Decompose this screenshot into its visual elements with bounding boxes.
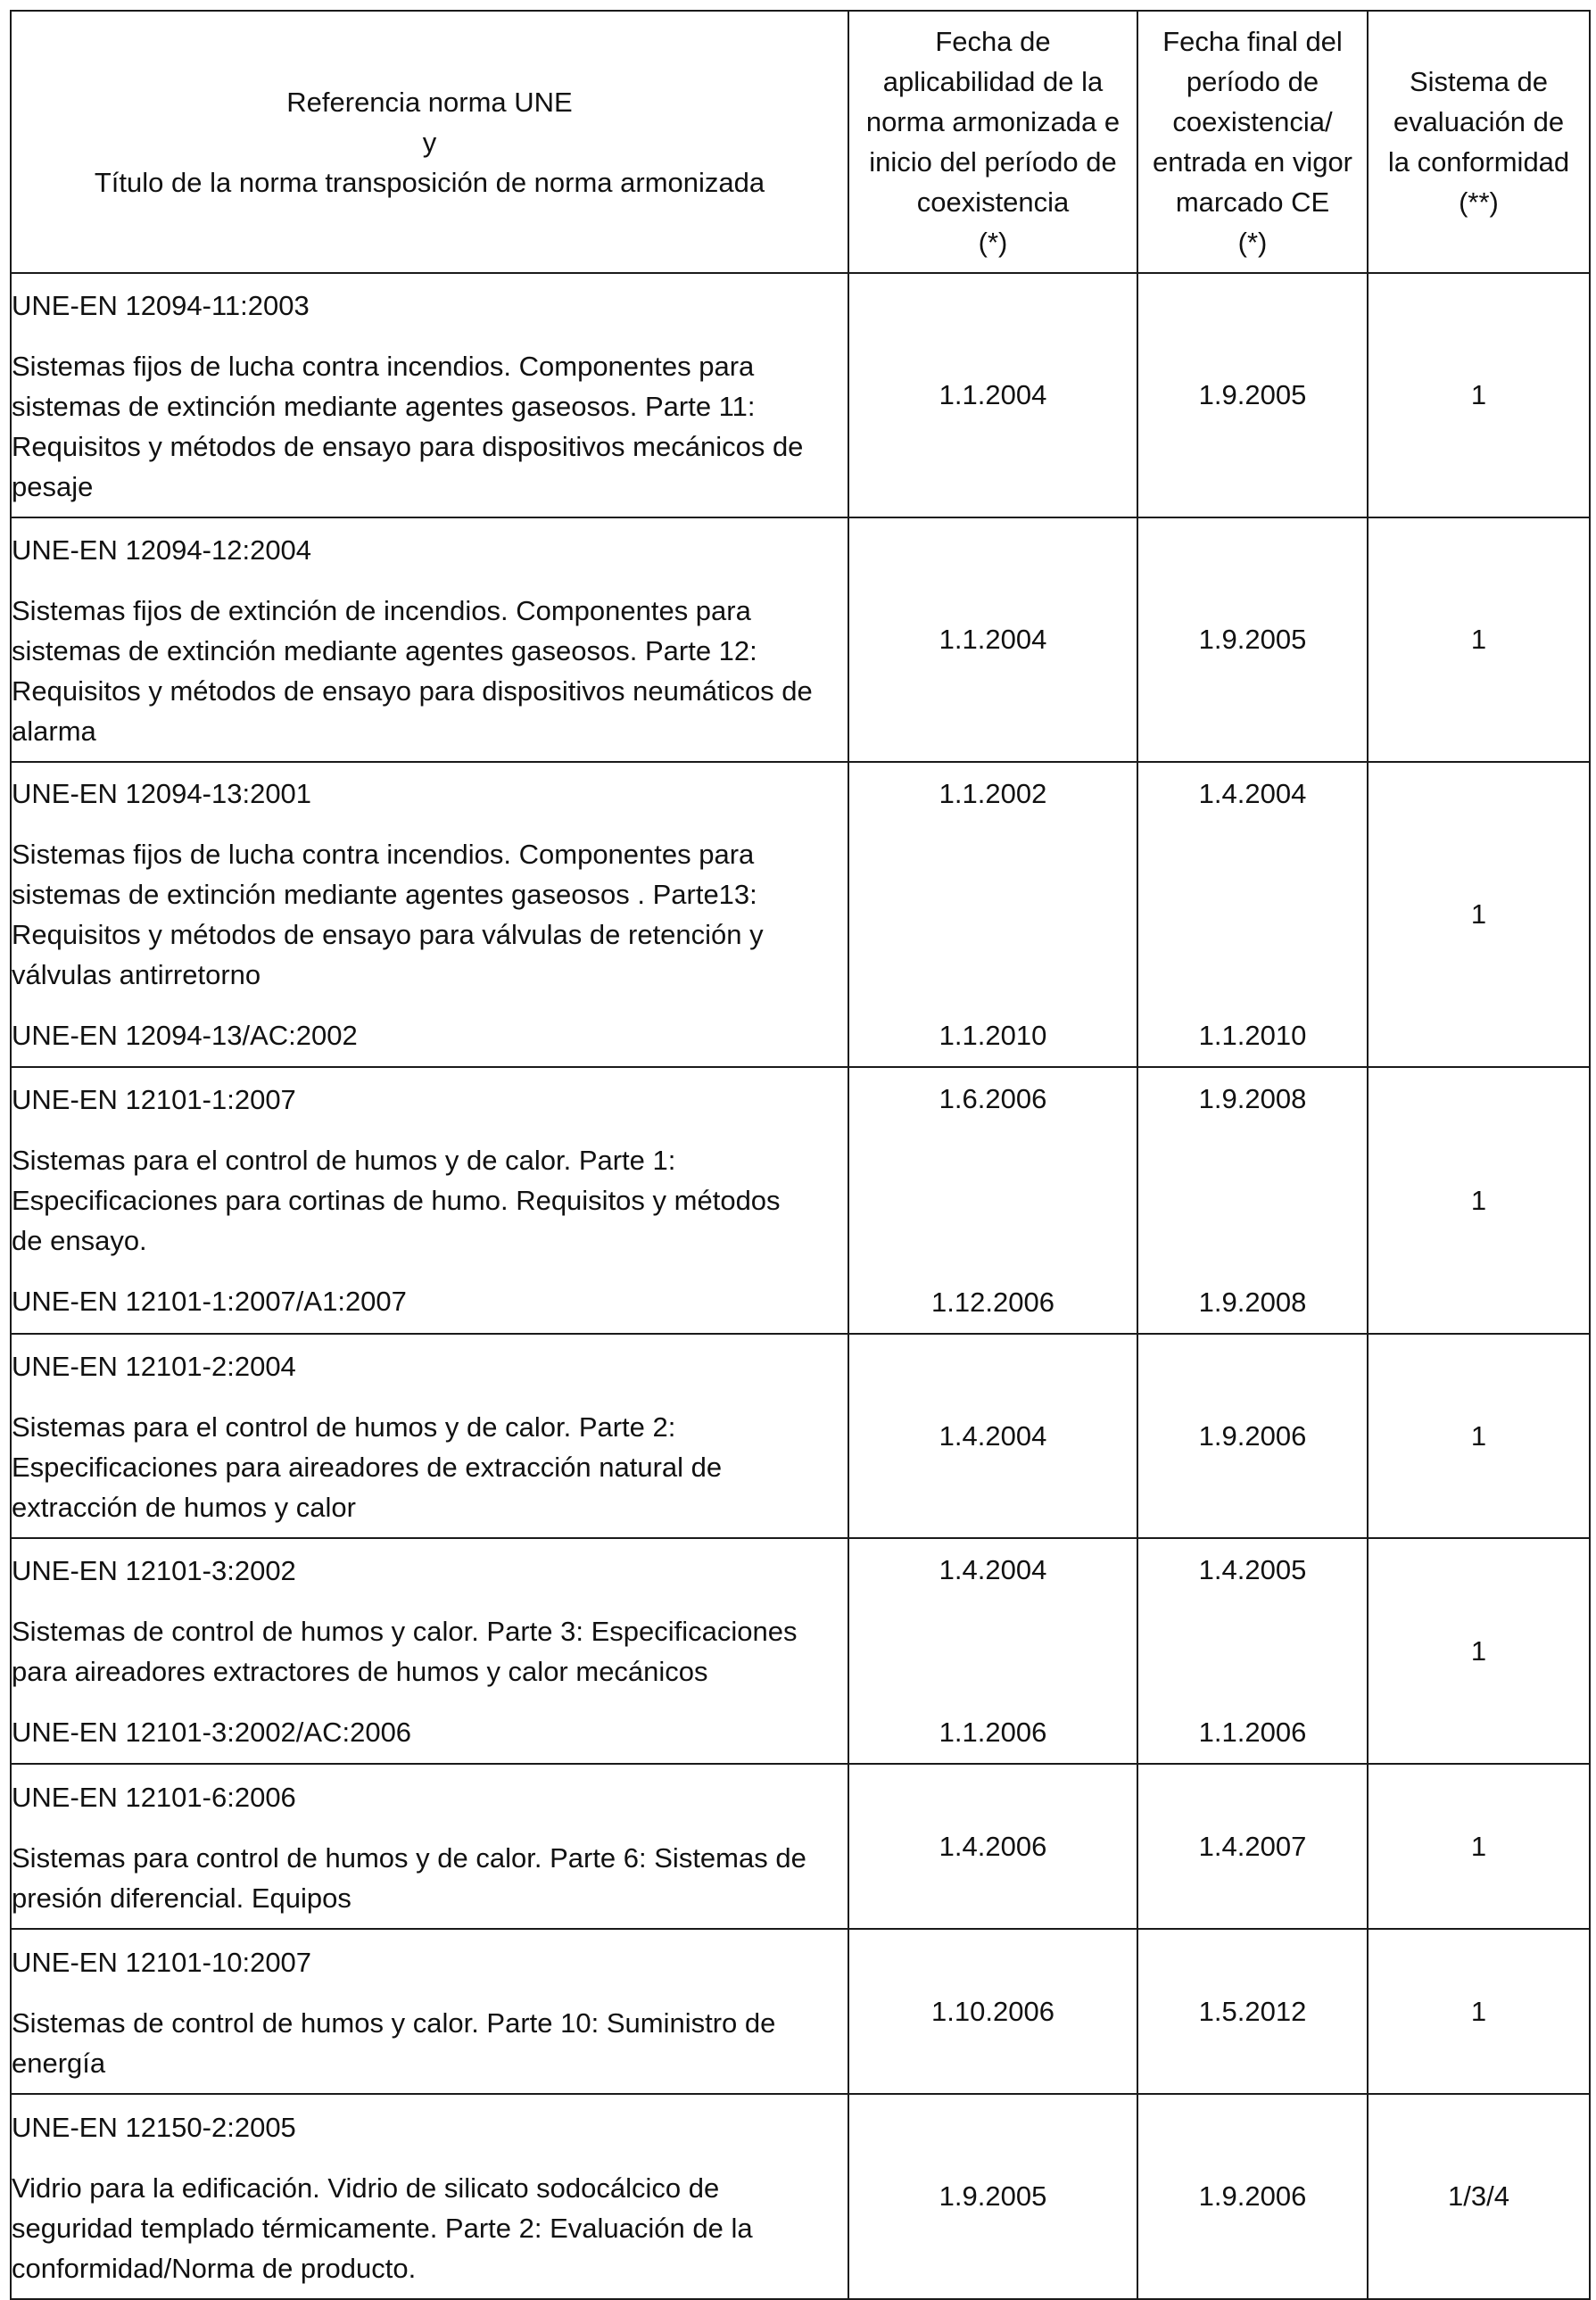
coexistence-end-date-cell <box>1137 1067 1368 1334</box>
conformity-system: 1 <box>1368 1538 1590 1764</box>
header-applicability-date <box>848 11 1137 273</box>
header-line: aplicabilidad de la <box>882 66 1104 97</box>
conformity-system: 1 <box>1368 1929 1590 2094</box>
standard-title <box>12 1407 848 1527</box>
applicability-date-cell <box>848 762 1137 1067</box>
title-line: Requisitos y métodos de ensayo para válvulas de retención y <box>12 919 764 950</box>
title-line: Requisitos y métodos de ensayo para dispositivos mecánicos de <box>12 431 804 462</box>
title-line: de ensayo. <box>12 1225 147 1256</box>
standard-reference: UNE-EN 12094-11:2003 <box>12 290 310 321</box>
title-line: sistemas de extinción mediante agentes gaseosos . Parte13: <box>12 879 757 910</box>
title-line: para aireadores extractores de humos y calor mecánicos <box>12 1655 708 1687</box>
standard-reference: UNE-EN 12101-3:2002 <box>12 1554 296 1586</box>
reference-cell <box>11 2094 848 2299</box>
title-line: Sistemas para control de humos y de calor. Parte 6: Sistemas de <box>12 1841 806 1874</box>
applicability-date-cell <box>848 1067 1137 1334</box>
amendment-reference: UNE-EN 12101-1:2007/A1:2007 <box>12 1286 407 1317</box>
amendment-applicability-date: 1.12.2006 <box>931 1287 1054 1318</box>
standard-reference: UNE-EN 12101-1:2007 <box>12 1084 296 1115</box>
standard-title <box>12 2003 848 2083</box>
standards-table <box>10 10 1591 2300</box>
title-line: sistemas de extinción mediante agentes gaseosos. Parte 12: <box>12 635 757 666</box>
table-row <box>11 1067 1590 1334</box>
table-row <box>11 273 1590 517</box>
standard-reference: UNE-EN 12150-2:2005 <box>12 2111 296 2143</box>
title-line: Sistemas para el control de humos y de calor. Parte 2: <box>12 1411 676 1443</box>
coexistence-end-date: 1.9.2005 <box>1137 517 1368 762</box>
title-line: seguridad templado térmicamente. Parte 2: Evaluación de la <box>12 2212 753 2244</box>
conformity-system: 1/3/4 <box>1368 2094 1590 2299</box>
header-line: inicio del período de <box>869 146 1117 178</box>
applicability-date: 1.4.2006 <box>848 1764 1137 1929</box>
amendment-coexistence-end-date: 1.1.2006 <box>1198 1717 1307 1748</box>
header-line: Título de la norma transposición de norma armonizada <box>94 166 765 198</box>
conformity-system: 1 <box>1368 1067 1590 1334</box>
applicability-date: 1.4.2004 <box>939 1554 1047 1585</box>
title-line: Especificaciones para aireadores de extracción natural de <box>12 1452 723 1483</box>
coexistence-end-date: 1.9.2005 <box>1137 273 1368 517</box>
header-coexistence-end-date <box>1137 11 1368 273</box>
title-line: alarma <box>12 716 96 747</box>
standard-reference: UNE-EN 12094-12:2004 <box>12 534 312 566</box>
title-line: extracción de humos y calor <box>12 1492 356 1523</box>
amendment-reference: UNE-EN 12094-13/AC:2002 <box>12 1020 358 1051</box>
header-reference-title <box>11 11 848 273</box>
conformity-system: 1 <box>1368 517 1590 762</box>
table-row <box>11 1929 1590 2094</box>
standard-title <box>12 591 848 751</box>
header-line: Referencia norma UNE <box>286 86 573 118</box>
title-line: Vidrio para la edificación. Vidrio de silicato sodocálcico de <box>12 2172 720 2204</box>
coexistence-end-date: 1.9.2008 <box>1198 1083 1307 1114</box>
standard-title <box>12 1838 848 1918</box>
standard-reference: UNE-EN 12101-6:2006 <box>12 1781 296 1813</box>
applicability-date: 1.1.2002 <box>939 778 1047 809</box>
header-line: la conformidad <box>1387 146 1570 178</box>
reference-cell <box>11 517 848 762</box>
header-line: (*) <box>978 227 1008 258</box>
table-row <box>11 1538 1590 1764</box>
amendment-coexistence-end-date: 1.1.2010 <box>1198 1020 1307 1051</box>
header-conformity-system <box>1368 11 1590 273</box>
table-row <box>11 2094 1590 2299</box>
table-row <box>11 1764 1590 1929</box>
standard-reference: UNE-EN 12101-10:2007 <box>12 1946 312 1978</box>
title-line: Sistemas de control de humos y calor. Parte 3: Especificaciones <box>12 1615 798 1647</box>
coexistence-end-date: 1.5.2012 <box>1137 1929 1368 2094</box>
standard-reference: UNE-EN 12101-2:2004 <box>12 1351 296 1382</box>
applicability-date: 1.9.2005 <box>848 2094 1137 2299</box>
standard-title <box>12 1140 848 1261</box>
conformity-system: 1 <box>1368 273 1590 517</box>
header-line: Sistema de <box>1409 66 1549 97</box>
header-line: coexistencia <box>916 186 1070 218</box>
standard-title <box>12 2168 848 2288</box>
amendment-applicability-date: 1.1.2010 <box>939 1020 1047 1051</box>
coexistence-end-date: 1.4.2004 <box>1198 778 1307 809</box>
title-line: Especificaciones para cortinas de humo. Requisitos y métodos <box>12 1185 781 1216</box>
reference-cell <box>11 1538 848 1764</box>
coexistence-end-date-cell <box>1137 1538 1368 1764</box>
conformity-system: 1 <box>1368 1764 1590 1929</box>
reference-cell <box>11 1929 848 2094</box>
title-line: pesaje <box>12 471 94 502</box>
applicability-date-cell <box>848 1538 1137 1764</box>
standard-reference: UNE-EN 12094-13:2001 <box>12 778 312 809</box>
header-line: y <box>422 126 437 158</box>
header-line: norma armonizada e <box>865 106 1121 137</box>
coexistence-end-date: 1.9.2006 <box>1137 2094 1368 2299</box>
table-header-row <box>11 11 1590 273</box>
standard-title <box>12 834 848 995</box>
conformity-system: 1 <box>1368 762 1590 1067</box>
applicability-date: 1.1.2004 <box>848 273 1137 517</box>
header-line: marcado CE <box>1175 186 1330 218</box>
title-line: válvulas antirretorno <box>12 959 261 990</box>
title-line: Sistemas fijos de extinción de incendios. Componentes para <box>12 595 751 626</box>
header-line: entrada en vigor <box>1152 146 1353 178</box>
title-line: energía <box>12 2047 106 2079</box>
table-row <box>11 517 1590 762</box>
coexistence-end-date-cell <box>1137 762 1368 1067</box>
standard-title <box>12 346 848 507</box>
reference-cell <box>11 1334 848 1538</box>
header-line: (**) <box>1459 186 1499 218</box>
reference-cell <box>11 1764 848 1929</box>
reference-cell <box>11 273 848 517</box>
title-line: Sistemas de control de humos y calor. Parte 10: Suministro de <box>12 2006 776 2039</box>
amendment-coexistence-end-date: 1.9.2008 <box>1198 1287 1307 1318</box>
applicability-date: 1.6.2006 <box>939 1083 1047 1114</box>
amendment-applicability-date: 1.1.2006 <box>939 1717 1047 1748</box>
applicability-date: 1.4.2004 <box>848 1334 1137 1538</box>
header-line: coexistencia/ <box>1172 106 1333 137</box>
standard-title <box>12 1611 848 1692</box>
title-line: Sistemas para el control de humos y de calor. Parte 1: <box>12 1145 676 1176</box>
title-line: sistemas de extinción mediante agentes gaseosos. Parte 11: <box>12 391 756 422</box>
header-line: período de <box>1186 66 1319 97</box>
table-row <box>11 1334 1590 1538</box>
table-row <box>11 762 1590 1067</box>
title-line: Sistemas fijos de lucha contra incendios. Componentes para <box>12 351 755 382</box>
header-line: Fecha de <box>935 26 1051 57</box>
applicability-date: 1.10.2006 <box>848 1929 1137 2094</box>
coexistence-end-date: 1.4.2005 <box>1198 1554 1307 1585</box>
header-line: evaluación de <box>1393 106 1565 137</box>
conformity-system: 1 <box>1368 1334 1590 1538</box>
title-line: Sistemas fijos de lucha contra incendios. Componentes para <box>12 839 755 870</box>
applicability-date: 1.1.2004 <box>848 517 1137 762</box>
reference-cell <box>11 762 848 1067</box>
coexistence-end-date: 1.4.2007 <box>1137 1764 1368 1929</box>
title-line: conformidad/Norma de producto. <box>12 2252 417 2284</box>
title-line: Requisitos y métodos de ensayo para dispositivos neumáticos de <box>12 675 813 707</box>
reference-cell <box>11 1067 848 1334</box>
amendment-reference: UNE-EN 12101-3:2002/AC:2006 <box>12 1716 412 1748</box>
header-line: Fecha final del <box>1162 26 1343 57</box>
title-line: presión diferencial. Equipos <box>12 1882 351 1914</box>
header-line: (*) <box>1237 227 1268 258</box>
coexistence-end-date: 1.9.2006 <box>1137 1334 1368 1538</box>
